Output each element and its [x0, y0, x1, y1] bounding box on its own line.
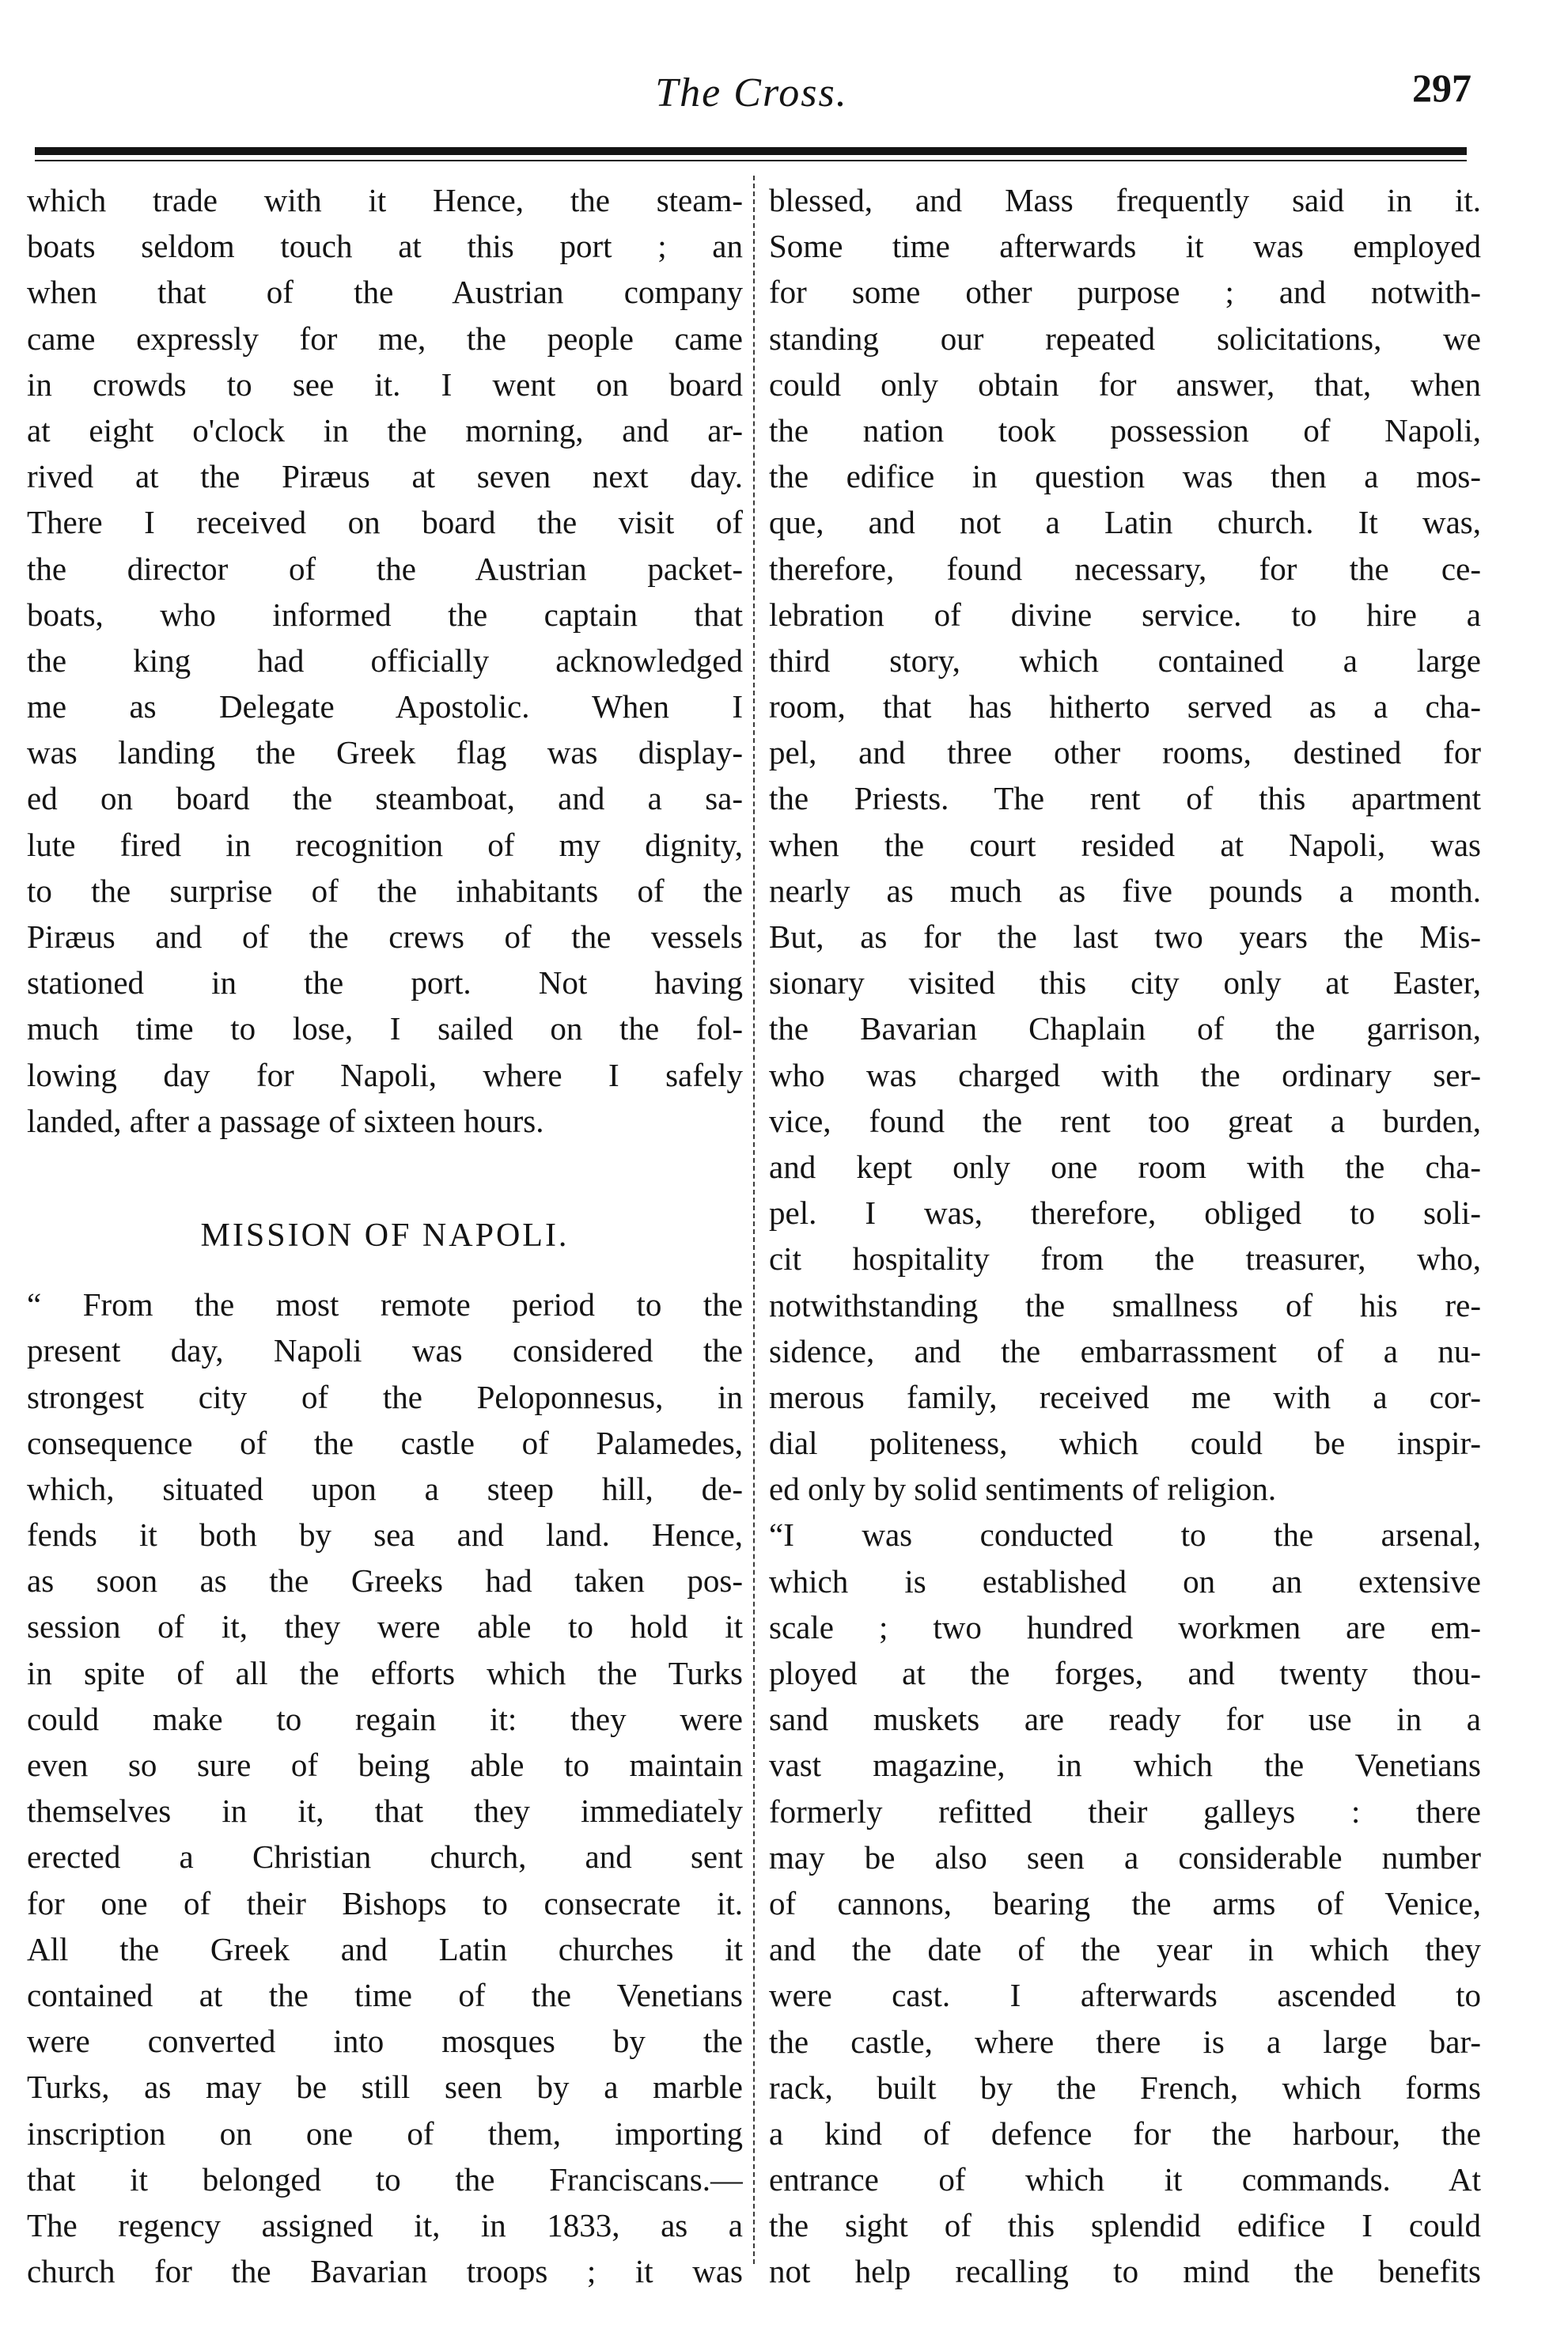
text-line: themselves in it, that they immediately [27, 1793, 743, 1830]
spacer [27, 1144, 743, 1190]
text-line: not help recalling to mind the benefits [769, 2253, 1481, 2290]
text-line: in spite of all the efforts which the Turks [27, 1654, 743, 1691]
text-line: the sight of this splendid edifice I could [769, 2207, 1481, 2244]
text-line: vice, found the rent too great a burden, [769, 1102, 1481, 1139]
text-line: were converted into mosques by the [27, 2023, 743, 2060]
text-line: that it belonged to the Franciscans.— [27, 2160, 743, 2198]
text-line: when that of the Austrian company [27, 274, 743, 311]
text-line: lebration of divine service. to hire a [769, 596, 1481, 633]
text-line: But, as for the last two years the Mis- [769, 918, 1481, 955]
header-rule-thin [35, 160, 1467, 161]
text-line: The regency assigned it, in 1833, as a [27, 2206, 743, 2243]
text-line: There I received on board the visit of [27, 504, 743, 541]
text-line: could only obtain for answer, that, when [769, 365, 1481, 403]
text-line: cit hospitality from the treasurer, who, [769, 1240, 1481, 1278]
text-line: Turks, as may be still seen by a marble [27, 2069, 743, 2106]
text-line: who was charged with the ordinary ser- [769, 1056, 1481, 1093]
text-line: que, and not a Latin church. It was, [769, 504, 1481, 541]
text-line: “ From the most remote period to the [27, 1286, 743, 1323]
running-head [32, 62, 1471, 125]
text-line: lute fired in recognition of my dignity, [27, 826, 743, 863]
text-line: much time to lose, I sailed on the fol- [27, 1010, 743, 1047]
running-title: The Cross. [655, 70, 848, 115]
text-line: me as Delegate Apostolic. When I [27, 688, 743, 725]
text-line: when the court resided at Napoli, was [769, 826, 1481, 863]
text-line: consequence of the castle of Palamedes, [27, 1424, 743, 1461]
text-line: was landing the Greek flag was display- [27, 734, 743, 771]
text-line: came expressly for me, the people came [27, 320, 743, 357]
text-line: rack, built by the French, which forms [769, 2069, 1481, 2106]
text-line: room, that has hitherto served as a cha- [769, 688, 1481, 725]
text-line: which trade with it Hence, the steam- [27, 182, 743, 218]
text-line: and kept only one room with the cha- [769, 1148, 1481, 1185]
text-line: dial politeness, which could be inspir- [769, 1425, 1481, 1462]
text-line: Some time afterwards it was employed [769, 228, 1481, 265]
text-line: merous family, received me with a cor- [769, 1378, 1481, 1415]
text-line: the edifice in question was then a mos- [769, 458, 1481, 495]
text-line: sidence, and the embarrassment of a nu- [769, 1332, 1481, 1369]
right-column [769, 177, 1481, 2295]
text-line: church for the Bavarian troops ; it was [27, 2253, 743, 2290]
text-line: third story, which contained a large [769, 642, 1481, 679]
text-line: stationed in the port. Not having [27, 964, 743, 1001]
section-heading: MISSION OF NAPOLI. [200, 1217, 570, 1255]
text-line: a kind of defence for the harbour, the [769, 2115, 1481, 2152]
text-line: therefore, found necessary, for the ce- [769, 550, 1481, 587]
text-line: strongest city of the Peloponnesus, in [27, 1378, 743, 1415]
text-line: Piræus and of the crews of the vessels [27, 918, 743, 955]
text-line: lowing day for Napoli, where I safely [27, 1056, 743, 1093]
left-column [27, 177, 743, 2294]
text-line: pel, and three other rooms, destined for [769, 734, 1481, 771]
text-line: fends it both by sea and land. Hence, [27, 1516, 743, 1554]
text-line: which is established on an extensive [769, 1562, 1481, 1600]
text-line: the director of the Austrian packet- [27, 550, 743, 587]
text-line: at eight o'clock in the morning, and ar- [27, 411, 743, 449]
text-line: rived at the Piræus at seven next day. [27, 458, 743, 495]
text-line: pel. I was, therefore, obliged to soli- [769, 1195, 1481, 1232]
text-line: nearly as much as five pounds a month. [769, 872, 1481, 909]
text-line: and the date of the year in which they [769, 1931, 1481, 1968]
text-line: the king had officially acknowledged [27, 642, 743, 679]
text-line: sand muskets are ready for use in a [769, 1701, 1481, 1738]
text-line: boats seldom touch at this port ; an [27, 228, 743, 265]
text-line: landed, after a passage of sixteen hours. [27, 1102, 544, 1139]
text-line: contained at the time of the Venetians [27, 1976, 743, 2013]
page-number: 297 [1412, 66, 1471, 110]
text-line: sionary visited this city only at Easter, [769, 964, 1481, 1001]
text-line: ed on board the steamboat, and a sa- [27, 780, 743, 817]
text-line: erected a Christian church, and sent [27, 1838, 743, 1876]
text-line: blessed, and Mass frequently said in it. [769, 182, 1481, 218]
text-line: for some other purpose ; and notwith- [769, 274, 1481, 311]
text-line: may be also seen a considerable number [769, 1838, 1481, 1876]
text-line: for one of their Bishops to consecrate it. [27, 1884, 743, 1921]
text-line: to the surprise of the inhabitants of the [27, 872, 743, 909]
text-line: the castle, where there is a large bar- [769, 2023, 1481, 2060]
column-divider [753, 176, 755, 2264]
text-line: standing our repeated solicitations, we [769, 320, 1481, 357]
text-line: entrance of which it commands. At [769, 2161, 1481, 2198]
text-line: formerly refitted their galleys : there [769, 1793, 1481, 1830]
text-line: inscription on one of them, importing [27, 2115, 743, 2152]
text-line: All the Greek and Latin churches it [27, 1930, 743, 1967]
text-line: ed only by solid sentiments of religion. [769, 1471, 1277, 1508]
text-line: the nation took possession of Napoli, [769, 411, 1481, 449]
header-rule [35, 147, 1467, 155]
text-line: the Bavarian Chaplain of the garrison, [769, 1010, 1481, 1047]
text-line: of cannons, bearing the arms of Venice, [769, 1884, 1481, 1921]
text-line: vast magazine, in which the Venetians [769, 1747, 1481, 1784]
text-line: session of it, they were able to hold it [27, 1608, 743, 1645]
text-line: were cast. I afterwards ascended to [769, 1977, 1481, 2014]
text-line: could make to regain it: they were [27, 1700, 743, 1737]
text-line: even so sure of being able to maintain [27, 1747, 743, 1783]
text-line: present day, Napoli was considered the [27, 1332, 743, 1369]
text-line: in crowds to see it. I went on board [27, 365, 743, 403]
text-line: notwithstanding the smallness of his re- [769, 1286, 1481, 1323]
text-line: ployed at the forges, and twenty thou- [769, 1655, 1481, 1691]
text-line: as soon as the Greeks had taken pos- [27, 1562, 743, 1600]
text-line: which, situated upon a steep hill, de- [27, 1470, 743, 1507]
text-line: the Priests. The rent of this apartment [769, 780, 1481, 817]
text-line: scale ; two hundred workmen are em- [769, 1608, 1481, 1645]
text-line: “I was conducted to the arsenal, [769, 1516, 1481, 1554]
text-line: boats, who informed the captain that [27, 596, 743, 633]
